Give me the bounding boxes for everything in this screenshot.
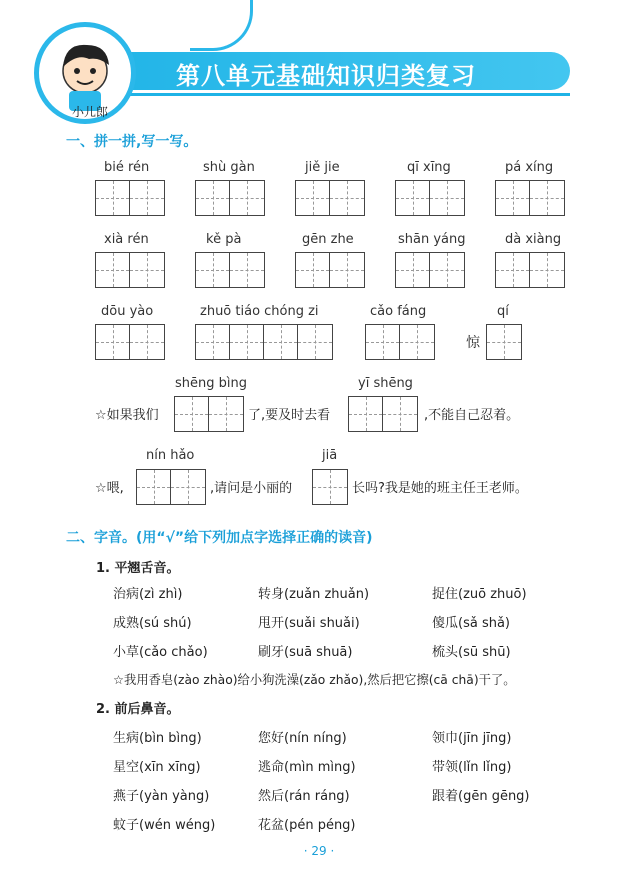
pinyin: zhuō tiáo chóng zi [200,304,319,319]
pinyin: dà xiàng [505,232,562,247]
page-number: · 29 · [303,844,335,858]
writing-grid[interactable] [312,469,348,505]
reading-item[interactable]: 领巾(jīn jīng) [432,731,512,746]
reading-item[interactable]: 花盆(pén péng) [258,818,356,833]
writing-grid[interactable] [295,180,365,216]
writing-grid[interactable] [195,180,265,216]
pinyin: jiě jie [305,160,340,175]
pinyin: bié rén [104,160,150,175]
reading-item[interactable]: 逃命(mìn mìng) [258,760,356,775]
prefix-char: 惊 [466,335,480,351]
writing-grid[interactable] [295,252,365,288]
writing-grid[interactable] [95,252,165,288]
section1-heading: 一、拼一拼,写一写。 [66,134,198,150]
writing-grid[interactable] [195,252,265,288]
reading-item[interactable]: 梳头(sū shū) [432,645,511,660]
pinyin: cǎo fáng [370,304,427,319]
writing-grid[interactable] [95,324,165,360]
reading-item[interactable]: 燕子(yàn yàng) [113,789,210,804]
pinyin: jiā [322,448,338,463]
writing-grid[interactable] [136,469,206,505]
pinyin: kě pà [206,232,242,247]
reading-item[interactable]: 生病(bìn bìng) [113,731,202,746]
writing-grid[interactable] [195,324,333,360]
sentence-text: 长吗?我是她的班主任王老师。 [352,481,528,496]
writing-grid[interactable] [495,252,565,288]
writing-grid[interactable] [95,180,165,216]
sentence-text: ,不能自己忍着。 [424,408,520,423]
reading-item[interactable]: 小草(cǎo chǎo) [113,645,208,660]
writing-grid[interactable] [395,180,465,216]
subsection-heading: 2. 前后鼻音。 [96,702,180,717]
reading-item[interactable]: 治病(zì zhì) [113,587,183,602]
reading-item[interactable]: 转身(zuǎn zhuǎn) [258,587,370,602]
title-underline [110,93,570,96]
sentence-text: ☆如果我们 [95,408,159,423]
pinyin: dōu yào [101,304,154,319]
reading-item[interactable]: 跟着(gēn gēng) [432,789,530,804]
sentence-text: ☆喂, [95,481,124,496]
subsection-heading: 1. 平翘舌音。 [96,561,180,576]
pinyin: pá xíng [505,160,554,175]
reading-item[interactable]: 星空(xīn xīng) [113,760,201,775]
writing-grid[interactable] [365,324,435,360]
mascot-label: 小儿郎 [72,105,109,119]
pinyin: qí [497,304,509,319]
reading-item[interactable]: 捉住(zuō zhuō) [432,587,527,602]
pinyin: xià rén [104,232,149,247]
reading-sentence[interactable]: ☆我用香皂(zào zhào)给小狗洗澡(zǎo zhǎo),然后把它擦(cā chā)干了。 [113,673,516,687]
writing-grid[interactable] [174,396,244,432]
reading-item[interactable]: 带领(lǐn lǐng) [432,760,512,775]
header-decoration [190,0,253,51]
pinyin: qī xīng [407,160,451,175]
pinyin: gēn zhe [302,232,354,247]
sentence-text: 了,要及时去看 [248,408,331,423]
page-title: 第八单元基础知识归类复习 [176,62,476,90]
writing-grid[interactable] [486,324,522,360]
section2-heading: 二、字音。(用“√”给下列加点字选择正确的读音) [66,530,373,546]
pinyin: shān yáng [398,232,466,247]
pinyin: nín hǎo [146,448,195,463]
reading-item[interactable]: 您好(nín níng) [258,731,347,746]
sentence-text: ,请问是小丽的 [210,481,293,496]
writing-grid[interactable] [495,180,565,216]
writing-grid[interactable] [395,252,465,288]
reading-item[interactable]: 然后(rán ráng) [258,789,350,804]
reading-item[interactable]: 刷牙(suā shuā) [258,645,353,660]
pinyin: yī shēng [358,376,413,391]
pinyin: shēng bìng [175,376,247,391]
reading-item[interactable]: 甩开(suǎi shuǎi) [258,616,360,631]
reading-item[interactable]: 成熟(sú shú) [113,616,192,631]
reading-item[interactable]: 蚊子(wén wéng) [113,818,216,833]
writing-grid[interactable] [348,396,418,432]
pinyin: shù gàn [203,160,255,175]
reading-item[interactable]: 傻瓜(sǎ shǎ) [432,616,510,631]
